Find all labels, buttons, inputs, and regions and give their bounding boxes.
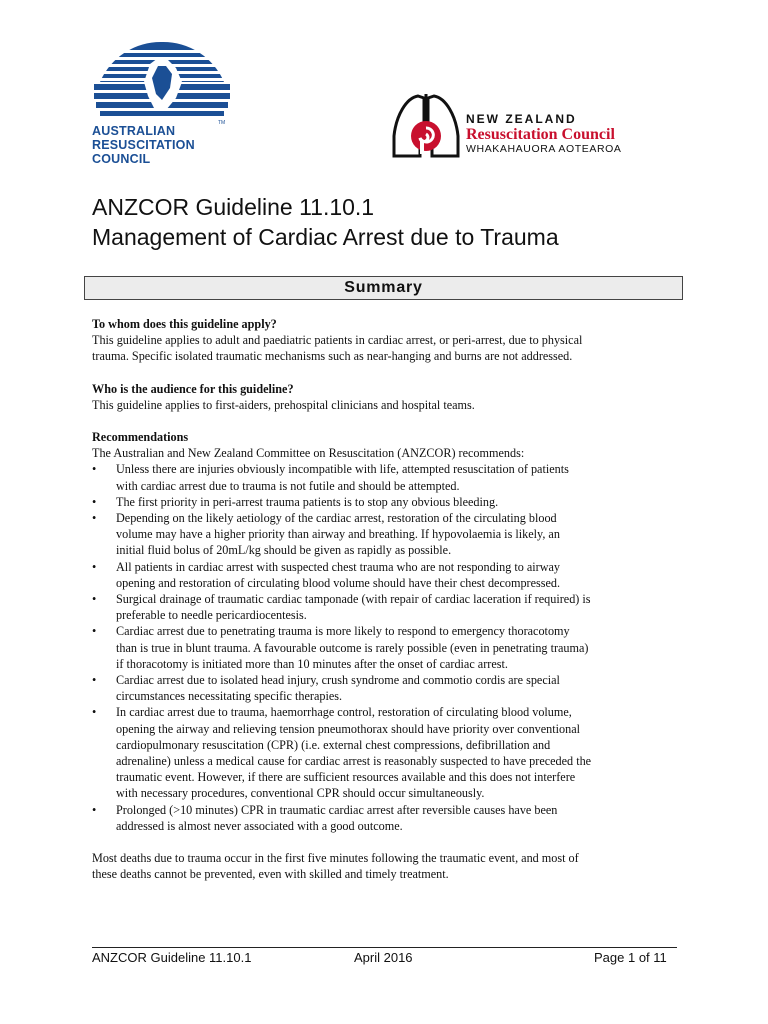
recommendation-line: circumstances necessitating specific therapies. [116,689,343,704]
recommendation-line: if thoracotomy is initiated more than 10 minutes after the onset of cardiac arrest. [116,656,508,671]
recommendation-line: opening the airway and relieving tension pneumothorax should have priority over conventional [116,721,581,736]
footer-guideline: ANZCOR Guideline 11.10.1 [92,950,252,965]
paragraph-line: trauma. Specific isolated traumatic mechanisms such as near-hanging and burns are not addressed. [92,349,573,364]
document-body [92,316,684,883]
recommendation-line: The first priority in peri-arrest trauma patients is to stop any obvious bleeding. [116,494,499,509]
paragraph-line: these deaths cannot be prevented, even with skilled and timely treatment. [92,867,449,882]
recommendation-line: traumatic event. However, if there are sufficient resources available and this does not interfere [116,770,576,785]
section-heading: Who is the audience for this guideline? [92,381,294,396]
title-guideline-number: ANZCOR Guideline 11.10.1 [92,194,375,220]
arc-logo-line: AUSTRALIAN [92,124,176,138]
arc-logo-text [92,124,232,166]
arc-logo-line: RESUSCITATION [92,138,195,152]
recommendation-line: Cardiac arrest due to isolated head injury, crush syndrome and commotio cordis are special [116,673,560,688]
arc-emblem-icon [92,38,232,124]
recommendation-line: than is true in blunt trauma. A favourable outcome is rarely possible (even in penetrating trauma) [116,640,589,655]
recommendation-item [92,802,684,834]
recommendation-line: with necessary procedures, conventional CPR should occur simultaneously. [116,786,485,801]
bullet-icon: • [92,592,97,607]
recommendation-item [92,623,684,672]
recommendation-line: opening and restoration of circulating blood volume should have their chest decompressed. [116,575,561,590]
nzrc-line-country: NEW ZEALAND [466,112,577,126]
recommendation-line: All patients in cardiac arrest with suspected chest trauma who are not responding to airway [116,559,561,574]
bullet-icon: • [92,624,97,639]
recommendation-item [92,510,684,559]
bullet-icon: • [92,494,97,509]
nzrc-logo-text [466,112,622,156]
paragraph-line: The Australian and New Zealand Committee on Resuscitation (ANZCOR) recommends: [92,446,525,461]
nzrc-logo [390,92,650,162]
bullet-icon: • [92,705,97,720]
arc-trademark: TM [218,120,226,126]
recommendation-line: initial fluid bolus of 20mL/kg should be given as rapidly as possible. [116,543,452,558]
recommendation-line: Surgical drainage of traumatic cardiac tamponade (with repair of cardiac laceration if required) is [116,592,591,607]
footer-page-number: Page 1 of 11 [594,950,667,965]
recommendation-line: Depending on the likely aetiology of the cardiac arrest, restoration of the circulating blood [116,511,557,526]
document-title [92,192,559,252]
section-heading: To whom does this guideline apply? [92,317,277,331]
section-heading: Recommendations [92,430,189,445]
recommendation-item [92,559,684,591]
bullet-icon: • [92,559,97,574]
bullet-icon: • [92,802,97,817]
recommendation-line: In cardiac arrest due to trauma, haemorrhage control, restoration of circulating blood volume, [116,705,572,720]
lungs-koru-icon [390,92,462,162]
recommendation-line: Cardiac arrest due to penetrating trauma is more likely to respond to emergency thoracotomy [116,624,570,639]
title-guideline-name: Management of Cardiac Arrest due to Trauma [92,224,559,250]
nzrc-line-maori: WHAKAHAUORA AOTEAROA [466,143,622,155]
paragraph-line: Most deaths due to trauma occur in the first five minutes following the traumatic event, and most of [92,851,579,866]
recommendation-item [92,704,684,801]
footer-date: April 2016 [354,950,413,965]
bullet-icon: • [92,673,97,688]
footer-divider [92,947,677,948]
recommendation-item [92,672,684,704]
paragraph-line: This guideline applies to adult and paediatric patients in cardiac arrest, or peri-arrest, due to physical [92,333,583,348]
recommendation-line: preferable to needle pericardiocentesis. [116,608,307,623]
nzrc-line-council: Resuscitation Council [466,126,615,143]
paragraph-line: This guideline applies to first-aiders, prehospital clinicians and hospital teams. [92,397,475,412]
bullet-icon: • [92,462,97,477]
bullet-icon: • [92,511,97,526]
recommendation-item [92,494,684,510]
recommendation-line: with cardiac arrest due to trauma is not futile and should be attempted. [116,478,460,493]
recommendation-line: volume may have a higher priority than airway and breathing. If hypovolaemia is likely, an [116,527,560,542]
recommendation-line: addressed is almost never associated with a good outcome. [116,818,403,833]
recommendation-line: adrenaline) unless a medical cause for cardiac arrest is reasonably suspected to have preceded the [116,754,592,769]
recommendation-item [92,461,684,493]
recommendation-item [92,591,684,623]
recommendation-line: cardiopulmonary resuscitation (CPR) (i.e. external chest compressions, defibrillation and [116,737,551,752]
summary-heading: Summary [84,276,683,300]
recommendation-line: Prolonged (>10 minutes) CPR in traumatic cardiac arrest after reversible causes have been [116,802,558,817]
arc-logo-line: COUNCIL [92,152,151,166]
arc-logo [92,38,232,170]
recommendation-line: Unless there are injuries obviously incompatible with life, attempted resuscitation of patients [116,462,569,477]
